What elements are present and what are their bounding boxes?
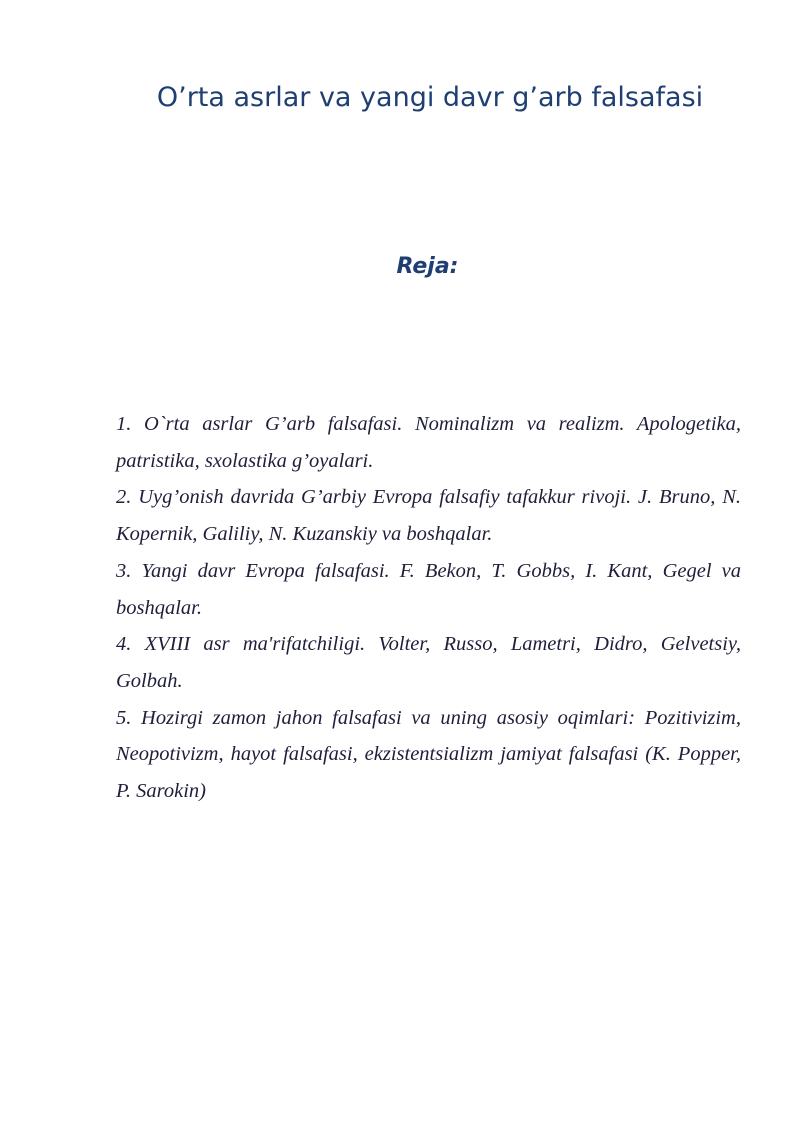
plan-list <box>116 406 741 810</box>
plan-item: 5. Hozirgi zamon jahon falsafasi va uning asosiy oqimlari: Pozitivizim, Neopotivizm, hayot falsafasi, ekzistentsializm jamiyat falsafasi (K. Popper, P. Sarokin) <box>116 706 741 803</box>
plan-heading: Reja: <box>396 254 459 279</box>
plan-item: 4. XVIII asr ma'rifatchiligi. Volter, Russo, Lametri, Didro, Gelvetsiy, Golbah. <box>116 633 741 692</box>
plan-item: 2. Uyg’onish davrida G’arbiy Evropa falsafiy tafakkur rivoji. J. Bruno, N. Kopernik, Galiliy, N. Kuzanskiy va boshqalar. <box>116 486 741 546</box>
page-title: O’rta asrlar va yangi davr g’arb falsafasi <box>156 82 704 113</box>
plan-item: 3. Yangi davr Evropa falsafasi. F. Bekon, T. Gobbs, I. Kant, Gegel va boshqalar. <box>116 559 741 619</box>
plan-item: 1. O`rta asrlar G’arb falsafasi. Nominalizm va realizm. Apologetika, patristika, sxolastika g’oyalari. <box>116 413 741 472</box>
